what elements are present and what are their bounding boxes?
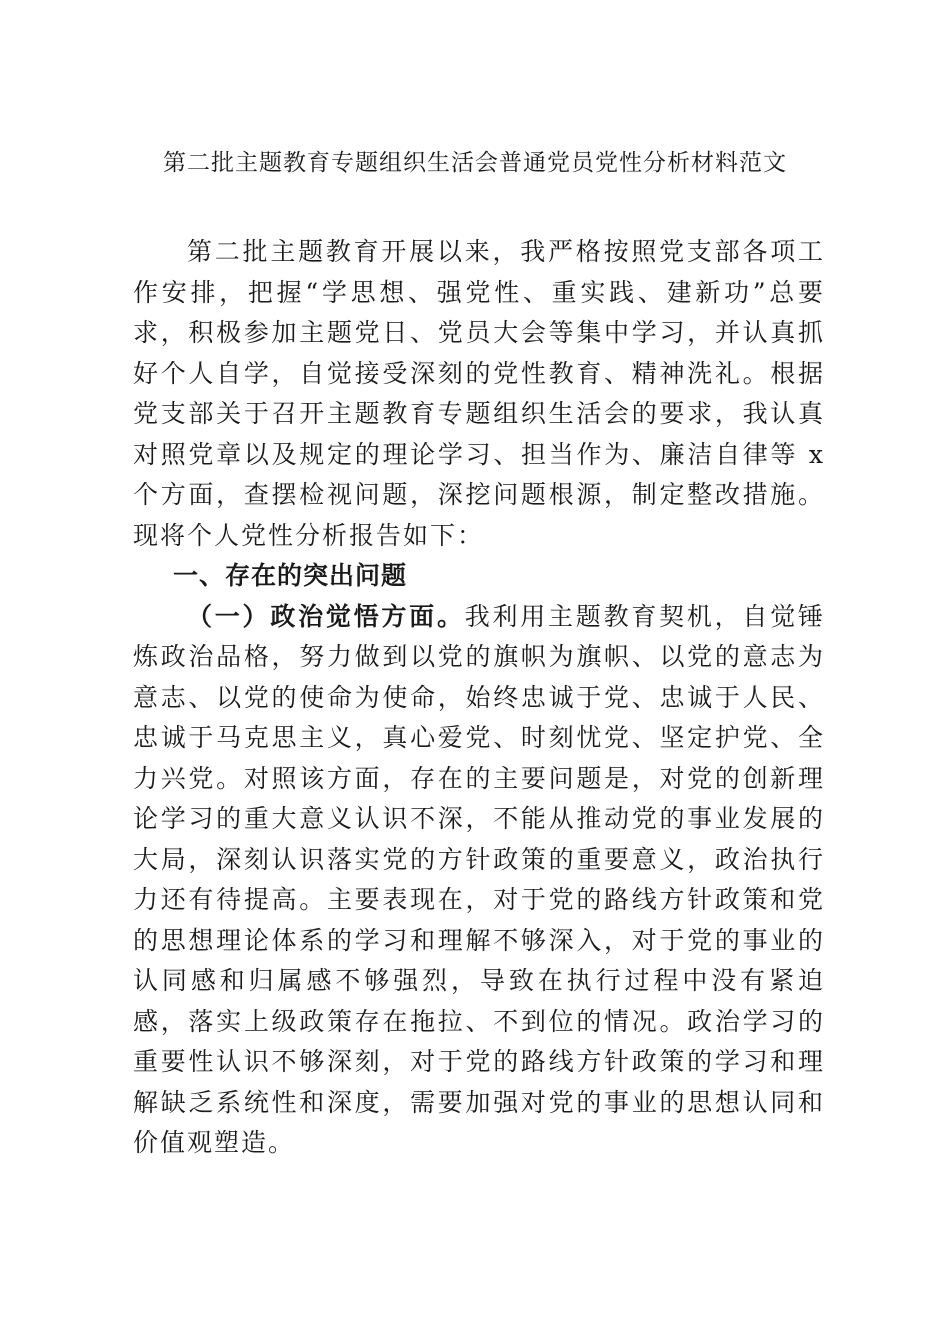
subsection-text: 我利用主题教育契机，自觉锤炼政治品格，努力做到以党的旗帜为旗帜、以党的意志为意志、以党的使命为使命，始终忠诚于党、忠诚于人民、忠诚于马克思主义，真心爱党、时刻忧党、坚定护党、全力兴党。对照该方面，存在的主要问题是，对党的创新理论学习的重大意义认识不深，不能从推动党的事业发展的大局，深刻认识落实党的方针政策的重要意义，政治执行力还有待提高。主要表现在，对于党的路线方针政策和党的思想理论体系的学习和理解不够深入，对于党的事业的认同感和归属感不够强烈，导致在执行过程中没有紧迫感，落实上级政策存在拖拉、不到位的情况。政治学习的重要性认识不够深刻，对于党的路线方针政策的学习和理解缺乏系统性和深度，需要加强对党的事业的思想认同和价值观塑造。 [133,601,825,1157]
section-heading: 一、存在的突出问题 [173,561,408,590]
document-title: 第二批主题教育专题组织生活会普通党员党性分析材料范文 [163,150,787,176]
document-body [133,232,825,1164]
section-paragraph [133,597,825,1164]
intro-paragraph: 第二批主题教育开展以来，我严格按照党支部各项工作安排，把握“学思想、强党性、重实践、建新功”总要求，积极参加主题党日、党员大会等集中学习，并认真抓好个人自学，自觉接受深刻的党性教育、精神洗礼。根据党支部关于召开主题教育专题组织生活会的要求，我认真对照党章以及规定的理论学习、担当作为、廉洁自律等 x 个方面，查摆检视问题，深挖问题根源，制定整改措施。现将个人党性分析报告如下： [133,237,825,550]
subsection-label: （一）政治觉悟方面。 [187,601,465,631]
